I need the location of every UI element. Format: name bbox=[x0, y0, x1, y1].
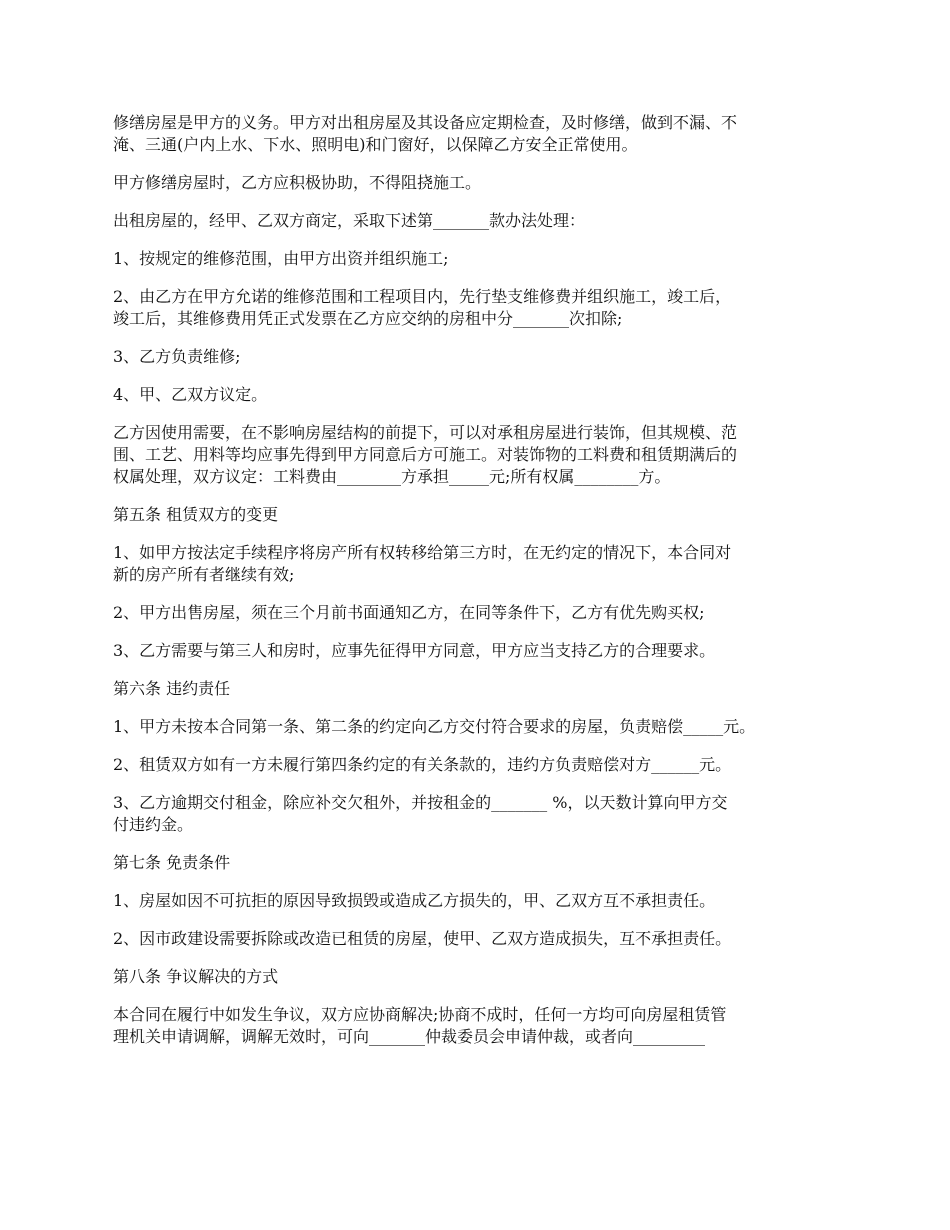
heading-article-6 bbox=[113, 678, 853, 700]
para-change-3 bbox=[113, 640, 853, 662]
heading-article-5 bbox=[113, 504, 853, 526]
text-line: 3、乙方需要与第三人和房时，应事先征得甲方同意，甲方应当支持乙方的合理要求。 bbox=[113, 641, 716, 660]
text-line: 付违约金。 bbox=[113, 815, 194, 834]
text-line: 第六条 违约责任 bbox=[113, 679, 231, 698]
para-method-1 bbox=[113, 248, 853, 270]
text-line: 第七条 免责条件 bbox=[113, 853, 231, 872]
heading-article-8 bbox=[113, 966, 853, 988]
text-line: 修缮房屋是甲方的义务。甲方对出租房屋及其设备应定期检查，及时修缮，做到不漏、不 bbox=[113, 113, 738, 132]
text-line: 4、甲、乙双方议定。 bbox=[113, 385, 268, 404]
text-line: 2、由乙方在甲方允诺的维修范围和工程项目内，先行垫支维修费并组织施工，竣工后， bbox=[113, 287, 732, 306]
para-change-1 bbox=[113, 542, 853, 586]
para-change-2 bbox=[113, 602, 853, 624]
text-line: 3、乙方逾期交付租金，除应补交欠租外，并按租金的_______ %，以天数计算向甲方交 bbox=[113, 793, 728, 812]
para-breach-1 bbox=[113, 716, 853, 738]
text-line: 1、按规定的维修范围，由甲方出资并组织施工; bbox=[113, 249, 449, 268]
text-line: 出租房屋的，经甲、乙双方商定，采取下述第_______款办法处理： bbox=[113, 211, 586, 230]
text-line: 第八条 争议解决的方式 bbox=[113, 967, 279, 986]
para-method-2 bbox=[113, 286, 853, 330]
text-line: 3、乙方负责维修; bbox=[113, 347, 241, 366]
para-dispute bbox=[113, 1004, 853, 1048]
text-line: 乙方因使用需要，在不影响房屋结构的前提下，可以对承租房屋进行装饰，但其规模、范 bbox=[113, 423, 738, 442]
para-method-4 bbox=[113, 384, 853, 406]
text-line: 1、甲方未按本合同第一条、第二条的约定向乙方交付符合要求的房屋，负责赔偿_____元。 bbox=[113, 717, 756, 736]
text-line: 竣工后，其维修费用凭正式发票在乙方应交纳的房租中分_______次扣除; bbox=[113, 309, 623, 328]
text-line: 淹、三通(户内上水、下水、照明电)和门窗好，以保障乙方安全正常使用。 bbox=[113, 135, 638, 154]
para-cooperate bbox=[113, 172, 853, 194]
para-breach-2 bbox=[113, 754, 853, 776]
para-exempt-2 bbox=[113, 928, 853, 950]
text-line: 2、因市政建设需要拆除或改造已租赁的房屋，使甲、乙双方造成损失，互不承担责任。 bbox=[113, 929, 732, 948]
para-exempt-1 bbox=[113, 890, 853, 912]
heading-article-7 bbox=[113, 852, 853, 874]
text-line: 第五条 租赁双方的变更 bbox=[113, 505, 279, 524]
para-repair-duty bbox=[113, 112, 853, 156]
para-method-3 bbox=[113, 346, 853, 368]
document-page bbox=[113, 112, 853, 1064]
text-line: 新的房产所有者继续有效; bbox=[113, 565, 295, 584]
para-decoration bbox=[113, 422, 853, 488]
text-line: 围、工艺、用料等均应事先得到甲方同意后方可施工。对装饰物的工料费和租赁期满后的 bbox=[113, 445, 738, 464]
text-line: 理机关申请调解，调解无效时，可向_______仲裁委员会申请仲裁，或者向_________ bbox=[113, 1027, 706, 1046]
para-breach-3 bbox=[113, 792, 853, 836]
text-line: 1、如甲方按法定手续程序将房产所有权转移给第三方时，在无约定的情况下，本合同对 bbox=[113, 543, 732, 562]
text-line: 2、甲方出售房屋，须在三个月前书面通知乙方，在同等条件下，乙方有优先购买权; bbox=[113, 603, 705, 622]
text-line: 权属处理，双方议定：工料费由________方承担_____元;所有权属________方。 bbox=[113, 467, 671, 486]
text-line: 1、房屋如因不可抗拒的原因导致损毁或造成乙方损失的，甲、乙双方互不承担责任。 bbox=[113, 891, 716, 910]
text-line: 本合同在履行中如发生争议，双方应协商解决;协商不成时，任何一方均可向房屋租赁管 bbox=[113, 1005, 727, 1024]
text-line: 2、租赁双方如有一方未履行第四条约定的有关条款的，违约方负责赔偿对方______元。 bbox=[113, 755, 732, 774]
text-line: 甲方修缮房屋时，乙方应积极协助，不得阻挠施工。 bbox=[113, 173, 482, 192]
para-repair-method bbox=[113, 210, 853, 232]
